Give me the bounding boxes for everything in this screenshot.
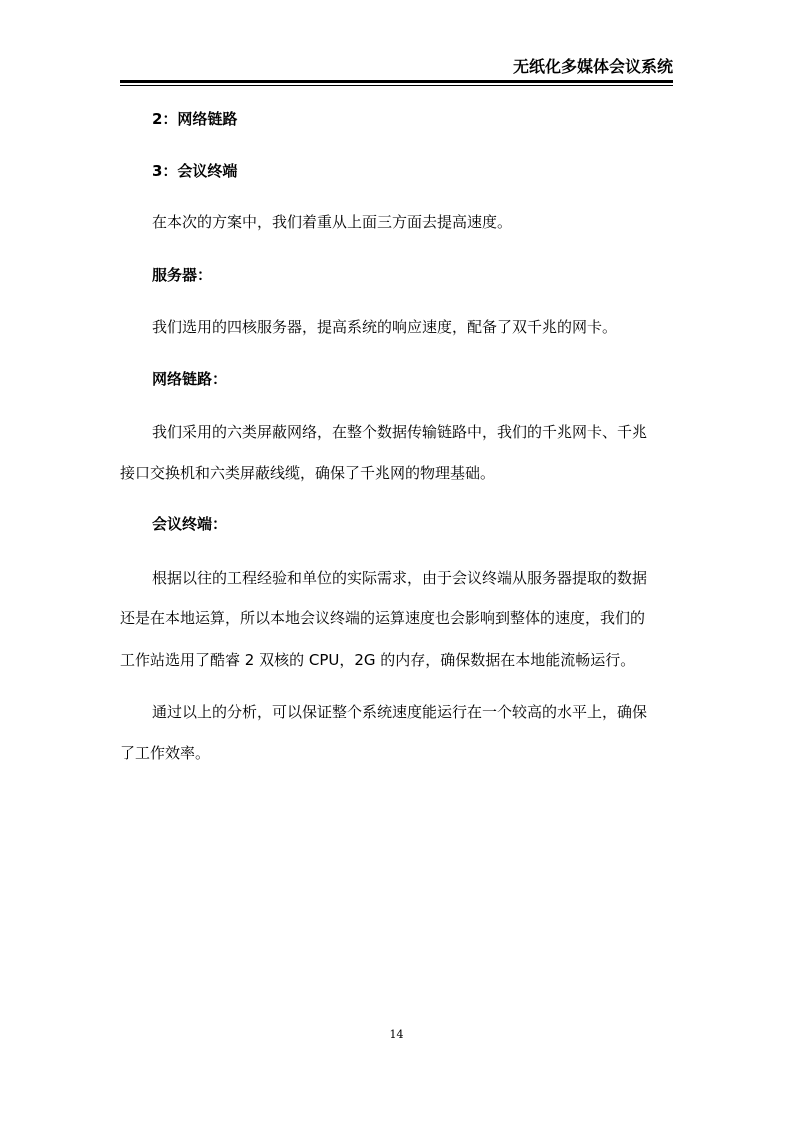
network-paragraph-line-2: 接口交换机和六类屏蔽线缆，确保了千兆网的物理基础。 — [120, 464, 496, 482]
intro-paragraph: 在本次的方案中，我们着重从上面三方面去提高速度。 — [152, 213, 513, 231]
terminal-paragraph-line-3: 工作站选用了酷睿 2 双核的 CPU，2G 的内存，确保数据在本地能流畅运行。 — [120, 651, 636, 669]
server-paragraph: 我们选用的四核服务器，提高系统的响应速度，配备了双千兆的网卡。 — [152, 318, 618, 336]
terminal-paragraph-line-1: 根据以往的工程经验和单位的实际需求，由于会议终端从服务器提取的数据 — [152, 569, 648, 587]
list-item-network-link: 2：网络链路 — [152, 110, 238, 128]
list-item-meeting-terminal: 3：会议终端 — [152, 162, 238, 180]
header-title: 无纸化多媒体会议系统 — [512, 57, 673, 76]
conclusion-paragraph-line-1: 通过以上的分析，可以保证整个系统速度能运行在一个较高的水平上，确保 — [152, 703, 648, 721]
network-heading: 网络链路： — [152, 370, 228, 388]
terminal-heading: 会议终端： — [152, 515, 228, 533]
network-paragraph-line-1: 我们采用的六类屏蔽网络，在整个数据传输链路中，我们的千兆网卡、千兆 — [152, 423, 648, 441]
header-rule-thick — [120, 80, 673, 83]
conclusion-paragraph-line-2: 了工作效率。 — [120, 744, 211, 762]
terminal-paragraph-line-2: 还是在本地运算，所以本地会议终端的运算速度也会影响到整体的速度，我们的 — [120, 609, 646, 627]
server-heading: 服务器： — [152, 266, 213, 284]
header-rule-thin — [120, 85, 673, 86]
page-number: 14 — [389, 1028, 404, 1041]
